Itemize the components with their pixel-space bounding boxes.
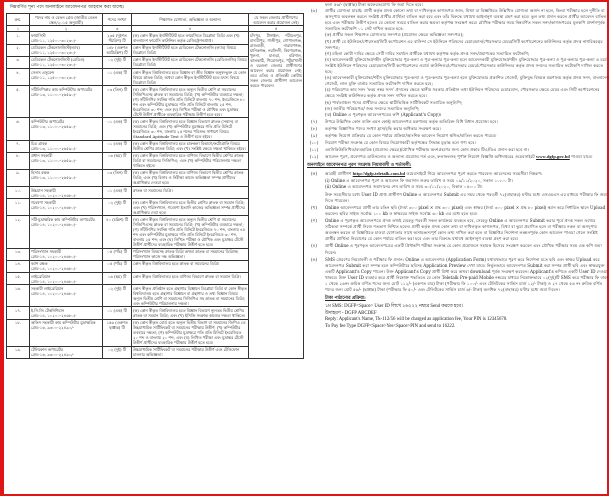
post-grade: গ্রেড-১৬, ৯৩০০-২২৪৯০/- (31, 325, 74, 331)
row-qualification: (ক) কোন স্বীকৃত বিশ্ববিদ্যালয় হতে অন্যূন দ্বিতীয় শ্রেণি বা সমমানের সিজিপিএসহ স্নাতক বা সমমানের ডিগ্রি; (খ) কম্পিউটার ব্যবহারে দক্ষতা; (গ) সাঁটলিপির সর্বনিম্ন গতি প্রতি মিনিটে বাংলায় ৭০ শব্দ, ইংরেজিতে ৮০ শব্দ এবং কম্পিউটার মুদ্রাক্ষরে গতি প্রতি মিনিটে বাংলায় ২৫ শব্দ, ইংরেজিতে ৩০ শব্দ; এবং (ঘ) লিখিত পরীক্ষা ও মৌখিক এবং মুদ্রাক্ষর টেস্টে উত্তীর্ণ প্রার্থীকে ব্যবহারিক পরীক্ষায় উত্তীর্ণ হতে হবে। (132, 86, 249, 118)
left-column (6, 2, 304, 359)
notice-point (307, 147, 609, 153)
row-post (30, 248, 103, 260)
row-serial: ১১. (7, 199, 30, 216)
row-qualification: কোন স্বীকৃত ইনস্টিটিউট হতে মেডিকেল টেকনোলজি (ল্যাব) বিষয়ে ডিপ্লোমা ডিগ্রি। (132, 44, 249, 56)
post-name: উচ্চমান সহকারী (31, 187, 56, 193)
intro-text: নিম্নবর্ণিত শূন্য পদে অনলাইনে আবেদনপত্র আহবান করা যাচ্ছে। (10, 5, 125, 10)
point-key: (৯) (311, 132, 317, 138)
col-num: ৩ (103, 26, 132, 32)
point-text: আগ্রহী প্রার্থীগণ (325, 171, 352, 177)
table-header-row (7, 14, 304, 26)
post-grade: গ্রেড-১৩, ১১০০০-২৬৫৯০/- (31, 175, 77, 181)
post-grade: গ্রেড-১৪, ১০২০০-২৪৬৮০/- (31, 266, 77, 272)
point-text: আবেদন পূরণ, প্রবেশপত্র ডাউনলোড ও অন্যান্য প্রযোজ্য শর্ত এবং, ফলাফলসহ পূর্ণাঙ্গ নিয়োগ বিজ্ঞপ্তি অধিদপ্তরের ওয়েবসাইটে (325, 154, 535, 160)
row-count: ০২ (দুই) টি (103, 56, 132, 68)
point-key: (৭) (311, 118, 317, 124)
point-subitem: (ছ) পার্বত্যাঞ্চল পদের প্রার্থীদের ক্ষেত্রে স্থায়ীভিত্তিক সার্টিফিকেট সত্যায়িত অনুলিপি; (325, 99, 463, 105)
row-serial: ১৫. (7, 273, 30, 285)
post-grade: গ্রেড-১৪, ১০২০০-২৪৬৮০/- (31, 222, 77, 228)
post-name: ফার্মাসিস্ট (31, 32, 46, 38)
notice-point (307, 218, 609, 242)
point-key: (১০) (309, 140, 319, 146)
row-count: ০৬ (ছয়) টি (103, 273, 132, 285)
point-subitem: (খ) প্রার্থী যে ইউনিয়ন/পৌরসভা/সিটি কর্পোরেশন এর বাসিন্দা সে ইউনিয়ন পরিষদের চেয়ারম্যান/পৌরসভার মেয়র/সিটি কর্পোরেশনের কাউন্সিলর কর্তৃক প্রদত্ত নাগরিকত্বের সনদপত্র; (325, 38, 603, 50)
row-count: ০৬ (ছয়) টি (103, 152, 132, 169)
row-count: ০২ (দুই) টি (103, 199, 132, 216)
post-grade: গ্রেড-১১, ১২৫০০-৩০২৩০/- (31, 50, 77, 56)
notice-point (307, 126, 609, 132)
point-text: নিয়োগ পরীক্ষা সংক্রান্ত যে কোন বিষয়ে নিয়োগকারী কর্তৃপক্ষের সিদ্ধান্ত চূড়ান্ত বলে গণ্য হবে। (325, 140, 476, 146)
row-qualification: কোন স্বীকৃত প্রতিষ্ঠান হতে গ্রন্থাগার বিজ্ঞানে ডিপ্লোমা ডিগ্রি বা কোন স্বীকৃত বিশ্ববিদ্যালয় হতে গ্রন্থাগার বিজ্ঞানে বা গ্রন্থাগার ও তথ্য বিজ্ঞান বিষয়ে অন্যূন দ্বিতীয় শ্রেণি বা সমমানের সিজিপিএ সহ স্নাতক বা সমমানের ডিগ্রি; এবং কম্পিউটার পরিচালনায় দক্ষতা। (133, 285, 247, 306)
point-key: (খ) (310, 204, 318, 210)
point-key: (৮) (311, 125, 317, 131)
row-serial: ৭. (7, 140, 30, 152)
col-num: ১ (7, 26, 30, 32)
row-qualification: (ক) কোন স্বীকৃত বিশ্ববিদ্যালয় হতে বিজ্ঞান বিভাগে ন্যূনতম দ্বিতীয় শ্রেণির স্নাতক বা সমমান ডিগ্রি; এবং (খ) ইসিজি সংক্রান্ত কাজের দক্ষতা থাকিতে। (132, 307, 249, 319)
post-name: সেলস এসুরেন্স (31, 69, 55, 75)
row-post (30, 86, 103, 118)
post-name: অফিস সহকারী কাম কম্পিউটার মুদ্রাক্ষরিক (31, 320, 96, 326)
row-qualification: উচ্চমাধ্যমিক সার্টিফিকেট বা সমমানের পরীক্ষায় উত্তীর্ণ এবং টেলিফোন চালনার অভিজ্ঞতা। (132, 346, 249, 358)
website-link[interactable]: www.dgfp.gov.bd (535, 154, 570, 160)
row-serial: ২. (7, 44, 30, 56)
row-qualification: স্নাতক বা সমমানের ডিগ্রি। (132, 187, 249, 199)
post-grade: গ্রেড-১১, ১২৫০০-৩০২৩০/- (31, 74, 77, 80)
post-grade: গ্রেড-১৪, ১০২০০-২৪৬৮০/- (31, 278, 77, 284)
row-qualification: (ক) কোন স্বীকৃত ইনস্টিটিউট হতে ফার্মেসিতে ডিপ্লোমা ডিগ্রি এবং (খ) বাংলাদেশ ফার্মেসি কাউন্সিল কর্তৃক রেজিস্ট্রেশনপ্রাপ্ত। (132, 32, 249, 44)
row-qualification: (ক) কোন স্বীকৃত বিশ্ববিদ্যালয় হতে দ্বিতীয় শ্রেণির স্নাতক বা সমমান ডিগ্রি; এবং (খ) পরিসংখ্যান, গবেষণা ইত্যাদি কাজের অভিজ্ঞতা সম্পন্ন প্রার্থীদের অগ্রাধিকার দেয়া হবে। (132, 199, 249, 216)
row-qualification: (ক) কোন স্বীকৃত বোর্ড হতে অন্যূন দ্বিতীয় বিভাগ বা সমমানের জিপিএ তে উচ্চমাধ্যমিক সার্টিফিকেট বা সমমানের পরীক্ষায় উত্তীর্ণ; (খ) কম্পিউটার ব্যবহারে দক্ষতা; (গ) কম্পিউটার মুদ্রাক্ষরে গতি প্রতি মিনিটে ইংরেজিতে ২০ শব্দ ও বাংলায় ২০ শব্দ; এবং (ঘ) লিখিত পরীক্ষা এবং মুদ্রাক্ষর টেস্টে উত্তীর্ণ প্রার্থীদের ব্যবহারিক পরীক্ষায় উত্তীর্ণ হতে হবে। (132, 319, 249, 346)
row-serial: ১৮. (7, 319, 30, 346)
post-name: মেডিকেল টেকনোলজিস্ট (রেডিও) (31, 57, 85, 63)
row-count: ০২ (দুই) টি (103, 285, 132, 307)
col-num: ২ (30, 26, 103, 32)
row-post (30, 169, 103, 186)
header-qualification: শিক্ষাগত যোগ্যতা, অভিজ্ঞতা ও অন্যান্য (132, 14, 249, 26)
row-serial: ৬. (7, 118, 30, 140)
point-text: Online আবেদনপত্রে প্রার্থী তার রঙিন ছবি (দৈর্ঘ্য ৩০০ pixel × প্রস্থ ৩০০ pixel) এবং স্বাক্ষর (দৈর্ঘ্য ৩০০ pixel × প্রস্থ ৮০ pixel) স্ক্যান করে নির্ধারিত স্থানে Upload করবেন। ছবির সাইজ সর্বোচ্চ ১০০ kb ও স্বাক্ষরের সাইজ সর্বোচ্চ ৬০ kb এর মধ্যে হতে হবে। (325, 204, 606, 216)
point-subitem: (ঝ) Online এ পূরণকৃত আবেদনপত্রের কপি (Applicant's Copy)। (325, 111, 442, 117)
point-key: (ক) (310, 171, 318, 177)
header-count: পদের সংখ্যা (103, 14, 132, 26)
sms-line: Reply: Applicant's Name, Tk-112/56 will be charged as application fee, Your PIN is 12345678. (325, 317, 508, 323)
row-qualification: কোন স্বীকৃত ইনস্টিটিউট হতে মেডিকেল টেকনোলজি (রেডিওলজি) বিষয়ে ডিপ্লোমা ডিগ্রি। (133, 57, 247, 68)
row-count: ০৩ (তিন) টি (103, 86, 132, 118)
point-text: Online এ পূরণকৃত আবেদনপত্রে প্রদত্ত তথ্যই যেহেতু পরবর্তী সকল কার্যক্রমে ব্যবহৃত হবে, সেহেতু Online এ আবেদনপত্র Submit করার পূর্বে প্রদত্ত সকল তথ্যের সঠিকতা সম্পর্কে প্রার্থী নিজে শতভাগ নিশ্চিত হবেন। প্রার্থী কর্তৃক প্রদত্ত কোন তথ্য বা দাখিলকৃত কাগজপত্র, মিথ্যা বা ভুয়া প্রমাণিত হলে বা পরীক্ষায় নকল বা অসদুপায় অবলম্বন করলে বা বিজ্ঞপ্তিতে চাওয়া যোগ্যতার সাথে অসামঞ্জস্যপূর্ণ কোন তথ্য দাখিল করা হলে বা বিজ্ঞপ্তির নির্দেশনা লঙ্ঘনপূর্বক কোন আবেদন পাওয়া গেলে সংশ্লিষ্ট প্রার্থীর প্রার্থিতা নিয়োগের যে কোন পর্যায়ে বাতিল করা হবে এবং তার বিরুদ্ধে যথাযথ আইনানুগ ব্যবস্থা গ্রহণ করা হবে। (325, 218, 598, 242)
point-subitem: (গ) মহিলা কোটা দাবির ক্ষেত্রে সেটি দাবির সমর্থনে প্রার্থীকে যথাযথ কর্তৃপক্ষ কর্তৃক প্রদত্ত সনদ/প্রমাণকের সত্যায়িত ফটোকপি; (325, 50, 530, 56)
excluded-districts: চাঁদপুর, টাঙ্গাইল, শরীয়তপুর, মাদারীপুর, গাজীপুর, গোপালগঞ্জ, রাজবাড়ী, নারায়ণগঞ্জ, মানিকগঞ্জ, নরসিংদী, কিশোরগঞ্জ, খুলনা, মাগুরা, বরিশাল, ঝালকাঠি, পিরোজপুর, পটুয়াখালী ও বরগুনা জেলার প্রার্থীগণের আবেদন করার প্রয়োজন নেই; তবে এতিম ও প্রতিবন্ধী কোটায় সকল জেলার প্রার্থীগণ আবেদন করতে পারবেন। (249, 32, 304, 359)
post-name: প্রধান সহকারী (31, 153, 53, 159)
notice-point (307, 119, 609, 125)
notice-point (307, 140, 609, 146)
point-subitem: (ক) প্রার্থীর সকল শিক্ষাগত যোগ্যতার সনদপত্র (প্রযোজ্য ক্ষেত্রে অভিজ্ঞতা সনদপত্র); (325, 32, 464, 38)
row-post (30, 44, 103, 56)
point-text: প্রার্থী Online এ পূরণকৃত আবেদনপত্রের একটি প্রিন্টকপি পরীক্ষা সংক্রান্ত যে কোন প্রয়োজনে সহায়ক হিসেবে সংরক্ষণ করবেন এবং মৌখিক পরীক্ষার সময় এক কপি জমা দিবেন। (325, 243, 602, 255)
website-link[interactable]: http://dgfp.teletalk.com.bd (352, 171, 406, 177)
post-name: কম্পিউটার অপারেটর (31, 118, 65, 124)
post-grade: গ্রেড-১৩, ১১০০০-২৬৫৯০/- (31, 158, 77, 164)
row-count: ২৩৫ (দুইশত পঁয়ত্রিশ) টি (103, 32, 132, 44)
row-serial: ৩. (7, 56, 30, 68)
row-qualification: কোন স্বীকৃত বিশ্ববিদ্যালয় হতে স্নাতক বা সমমানের ডিগ্রি। (132, 260, 249, 272)
right-column (307, 2, 609, 330)
row-post (30, 319, 103, 346)
post-grade: গ্রেড-১৪, ১০২০০-২৪৬৮০/- (31, 192, 77, 198)
row-serial: ৫. (7, 86, 30, 118)
point-key: (১১) (309, 147, 319, 153)
row-post (30, 118, 103, 140)
row-count: ০৫ (পাঁচ) টি (103, 248, 132, 260)
point-key: (৬) (311, 8, 317, 14)
point-subitem: (চ) পরিচয়পত্র কাম সনদ 'ফরম নম্বর সনদ' প্রদানের ক্ষেত্রে স্থানীয় সরকার প্রতিষ্ঠান তথা ইউনিয়ন পরিষদের চেয়ারম্যান, পৌরসভার ক্ষেত্রে মেয়র এবং সিটি কর্পোরেশনের ক্ষেত্রে সংশ্লিষ্ট কাউন্সিলর কর্তৃক প্রদত্ত সনদ দাখিল করতে হবে। (325, 87, 600, 99)
post-grade: গ্রেড-১৪, ১০২০০-২৪৬৮০/- (31, 290, 77, 296)
row-post (30, 216, 103, 248)
point-subitem: (ii) Online এ আবেদনপত্র জমাদানের শেষ তারিখ ও সময় ৩০/১১/২০২০, বিকাল ০৫:০০ টা। (325, 183, 483, 189)
header-serial: ক্রম. (7, 14, 30, 26)
point-text: উক্ত সময়সীমার মধ্যে User ID প্রাপ্ত প্রার্থীগণ Online এ আবেদনপত্র Submit এর সময় থেকে পরবর্তী ৭২(বাহাত্তর) ঘণ্টার মধ্যে এসএমএস এর মাধ্যমে পরীক্ষার ফি জমা দিতে পারবেন। (325, 191, 608, 203)
point-text: উপরে উল্লিখিত কোন ব্যক্তি এমন কোন্ট্র আবেদনপত্র মন্ত্রণালয় কর্তৃক অতিরিক্ত বিধি বিধান প্রযোজ্য হবে। (325, 118, 498, 124)
row-serial: ১৭. (7, 307, 30, 319)
post-name: সাঁটলিপিকার কাম কম্পিউটার অপারেটর (31, 86, 93, 92)
point-key: (ঘ) (311, 243, 317, 249)
row-qualification: (ক) কোন স্বীকৃত বিশ্ববিদ্যালয় হতে বাণিজ্য বিভাগে দ্বিতীয় শ্রেণির স্নাতক ডিগ্রি; এবং (খ) হিসাব ও নিরীক্ষা কাজে অভিজ্ঞতা সম্পন্ন প্রার্থীদের অগ্রাধিকার দেওয়া হবে। (132, 169, 249, 186)
row-count: ০১ (এক) টি (103, 307, 132, 319)
row-count: ৪০ (চল্লিশ) টি (103, 216, 132, 248)
row-serial: ১৯. (7, 346, 30, 358)
row-count: ১৫৬ (একশত ছাপ্পান্ন) টি (103, 319, 132, 346)
post-name: পরিসংখ্যান সহকারী (31, 249, 62, 255)
post-name: চিত্র গ্রাহক (31, 141, 48, 147)
row-post (30, 199, 103, 216)
table-row (7, 32, 304, 44)
row-count: ০১ (এক) টি (103, 140, 132, 152)
row-count: ০৩ (তিন) টি (103, 169, 132, 186)
point-key: (১২) (309, 154, 319, 160)
point-subitem: (ঙ) আবেদনকারী মুক্তিযোদ্ধা/শহীদ মুক্তিযোদ্ধার পুত্র-কন্যা ও পুত্র-কন্যার পুত্র-কন্যা হলে মুক্তিযোদ্ধার প্রকাশিত গেজেট, মুক্তিযুদ্ধ বিষয়ক মন্ত্রণালয় কর্তৃক প্রদত্ত সনদ, বাংলাদেশ গেজেট, লাল মুক্তি বার্তার সত্যায়িত ফটোকপি দাখিল করতে হবে; (325, 75, 609, 87)
row-post (30, 56, 103, 68)
point-subitem: (i) Online এ আবেদনপত্র পূরণ ও আবেদন ফি জমাদান শুরুর তারিখ ও সময় ০৯/১১/২০২০, সকাল ১০:০০ টা। (325, 177, 514, 183)
point-subitem: (জ) জাতীয় পরিচয়পত্র/ জন্ম সনদের সত্যায়িত অনুলিপি; (325, 105, 420, 111)
row-qualification: (ক) কোন স্বীকৃত বিশ্ববিদ্যালয় হতে বাণিজ্য বিভাগে দ্বিতীয় শ্রেণির স্নাতক ডিগ্রি বা সমমানের সিজিপিএ; এবং (খ) কম্পিউটার পরিচালনায় দক্ষতা থাকিতে হইবে। (132, 152, 249, 169)
row-count: ১৪৮ (একশত আটচল্লিশ) টি (103, 44, 132, 56)
notice-point (307, 8, 609, 118)
row-post (30, 260, 103, 272)
row-post (30, 68, 103, 85)
notice-point (307, 133, 609, 139)
post-grade: গ্রেড-১১, ১২৫০০-৩০২৩০/- (31, 37, 77, 43)
row-serial: ১২. (7, 216, 30, 248)
post-grade: গ্রেড-১৪, ১০২০০-২৪৬৮০/- (31, 254, 77, 260)
row-post (30, 187, 103, 199)
row-post (30, 140, 103, 152)
online-heading: অনলাইনে আবেদনপত্র পূরণ সংক্রান্ত নিয়মাবলী ও শর্তাবলী: (307, 163, 412, 169)
post-name: লাইব্রেরিয়ান (31, 273, 51, 279)
notice-point (307, 154, 609, 160)
post-grade: গ্রেড-১৪, ১০২০০-২৪৬৮০/- (31, 204, 77, 210)
post-grade: গ্রেড-১৪, ১০২০০-২৪৬৮০/- (31, 312, 77, 318)
point-text: কর্তৃপক্ষ বিজ্ঞাপিত পদের সংখ্যা হ্রাস/বৃদ্ধি করার অধিকার সংরক্ষণ করে। (325, 125, 441, 131)
sms-line: ১ম SMS: DGFP<Space> User ID লিখে ১৬২২২ নম্বরে Send করতে হবে। (325, 304, 463, 310)
post-name: সহকারী লাইব্রেরিয়ান (31, 285, 64, 291)
post-name: ই.সি.জি টেকনিশিয়ান (31, 307, 65, 313)
point-text: প্রার্থীর যোগ্যতা যাচাই: প্রার্থী কর্তৃক প্রদত্ত কোনো তথ্য বা দাখিলকৃত কাগজপত্র জাল, মিথ্যা বা বিজ্ঞপ্তিতে উল্লিখিত যোগ্যতা অর্জন না হলে, কিংবা পরীক্ষার হলে দুর্নীতি বা অসদুপায় অবলম্বন করলে সংশ্লিষ্ট প্রার্থীর প্রার্থিতা বাতিল করা হবে এবং তাঁর বিরুদ্ধে যথাযথ আইনানুগ ব্যবস্থা গ্রহণ করা হবে। ভুল তথ্য প্রদান করলে প্রার্থীর আবেদন বাতিল হবে এবং পরীক্ষায় উত্তীর্ণ হলেও যে কোনো সময়ে বাতিল করার ক্ষমতা কর্তৃপক্ষ সংরক্ষণ করে। মৌখিক পরীক্ষার সময় নিম্নবর্ণিত সকল সনদ/কাগজপত্রের মূলকপি প্রদর্শনপূর্বক সত্যায়িত ফটোকপি ০১ সেট দাখিল করতে হবে: (325, 8, 607, 32)
sms-line: To Pay fee Type DGFP<Space>Yes<Space>PIN and send to 16222. (325, 323, 456, 329)
post-grade: গ্রেড-১৩, ১১০০০-২৬৫৯০/- (31, 146, 77, 152)
row-qualification: (ক) কোন স্বীকৃত বিশ্ববিদ্যালয় হতে বিজ্ঞান বিভাগে স্নাতক (সম্মান) বা সমমানের ডিগ্রি; এবং (খ) কম্পিউটার মুদ্রাক্ষরে গতি প্রতি মিনিটে ইংরেজিতে ৩০ শব্দ, বাংলায় ২৫ শব্দের পরিশুদ্ধ সাধারণ বিষয়ে Standard Aptitude Test এ উত্তীর্ণ হতে হইবে। (132, 118, 249, 140)
header-districts: যে সকল জেলার প্রার্থীগণের আবেদন করার প্রয়োজন নেই। (249, 14, 304, 26)
row-serial: ১৬. (7, 285, 30, 307)
post-name: মেডিকেল টেকনোলজিস্ট(ল্যাব) (31, 45, 80, 51)
row-count: ০৫ (পাঁচ) টি (103, 260, 132, 272)
notice-point (307, 205, 609, 217)
post-grade: গ্রেড-১১, ১২৫০০-৩০২৩০/- (31, 62, 77, 68)
point-text: SMS প্রেরণের নিয়মাবলী ও পরীক্ষার ফি প্রদান: Online এ আবেদনপত্র (Application Form) যথাযথভাবে পূরণ করে নির্দেশনা মতে ছবি এবং স্বাক্ষর Upload করে আবেদনপত্র Submit করা সম্পন্ন হলে কম্পিউটারে ছবিসহ Application Preview দেখা যাবে। নির্ভুলভাবে আবেদনপত্র Submit করা সম্পন্ন প্রার্থী ছবি এবং স্বাক্ষরযুক্ত একটি Applicant's Copy পাবেন। উক্ত Applicant's Copy প্রার্থী প্রিন্ট করে অথবা download পূর্বক সংরক্ষণ করবেন। Applicant's কপিতে একটি User ID দেওয়া থাকবে। উক্ত User ID ব্যবহার করে প্রার্থী নিম্নোক্ত পদ্ধতিতে যে কোন Teletalk Pre-paid Mobile নম্বরের মাধ্যমে নিম্নোক্তভাবে ০২(দুই)টি SMS করে পরীক্ষার ফি বাবদ ১ থেকে ২৬নং ক্রমিক বর্ণিত পদের জন্য মোট ১১২/- (একশত বার) টাকা (পরীক্ষার ফি ১০০/- এবং টেলিটকের সার্ভিস চার্জ ১২/- টাকা) ও ২৭ থেকে ৫৬ নং ক্রমিক বর্ণিত পদের জন্য মোট ৫৬/- (ছাপ্পান্ন) টাকা (পরীক্ষার ফি ৫০/- এবং টেলিটকের সার্ভিস চার্জ ৬/- টাকা) অনধিক ৭২(বাহাত্তর) ঘণ্টার মধ্যে জমা দিবেন। (325, 256, 609, 293)
sms-heading: টাকা পাঠানোর প্রক্রিয়া: (325, 296, 366, 302)
post-name: হিসাব রক্ষক (31, 170, 50, 176)
row-qualification: কোন স্বীকৃত বিশ্ববিদ্যালয় হতে বিজ্ঞান বা জীব বিজ্ঞান অনুষদভুক্ত যে কোন বিষয়ে স্নাতক ডিগ্রি; অথবা কোন স্বীকৃত ইনস্টিটিউট হতে মৎস্য বিষয়ে ডিপ্লোমা ডিগ্রি। (132, 68, 249, 85)
point-key: (গ) (310, 218, 317, 224)
row-qualification: পরিসংখ্যান বিষয়সহ স্নাতক ডিগ্রি অথবা স্নাতক বা সমমানের ডিগ্রিসহ পরিসংখ্যান কাজে দক্ষ অভিজ্ঞতা। (132, 248, 249, 260)
row-serial: ৪. (7, 68, 30, 85)
row-qualification: (ক) কোন স্বীকৃত বিশ্ববিদ্যালয় হতে চারুকলা বিভাগে/ফটোগ্রাফি বিষয়ে দ্বিতীয় শ্রেণির স্নাতক ডিগ্রি; এবং (খ) সংশ্লিষ্ট ক্ষেত্রে দক্ষতা থাকিতে হইবে। (132, 140, 249, 152)
row-count: ০১ (এক) টি (103, 68, 132, 85)
point-text: এমসিকিউ/লিখিত/ব্যবহারিক (প্রযোজ্য ক্ষেত্রে)/মৌখিক পরীক্ষায় অংশগ্রহণের জন্য কোন প্রকার টিএ/ডিএ প্রদান করা হবে না। (325, 147, 529, 153)
post-grade: গ্রেড-১৩, ১১০০০-২৬৫৯০/- (31, 123, 77, 129)
row-post (30, 273, 103, 285)
point-text: ওয়েবসাইটে গিয়ে আবেদনপত্র পূরণ করতে পারবেন। আবেদনের সময়সীমা নিম্নরূপ: (406, 171, 543, 177)
post-grade: গ্রেড-১৬, ৯৩০০-২২৪৯০/- (31, 352, 74, 358)
row-qualification: (ক) কোন স্বীকৃত বিশ্ববিদ্যালয় হতে অন্যূন দ্বিতীয় শ্রেণি বা সমমানের সিজিপিএসহ স্নাতক বা সমমানের ডিগ্রি; (খ) কম্পিউটার ব্যবহারে দক্ষতা; (গ) সাঁটলিপির সর্বনিম্ন গতি প্রতি মিনিটে ইংরেজিতে ৭০ শব্দ, বাংলায় ৪৫ শব্দ এবং কম্পিউটার মুদ্রাক্ষরে গতি প্রতি মিনিটে ইংরেজিতে ৩০ শব্দ, বাংলায় ২৫ শব্দ; এবং (ঘ) লিখিত পরীক্ষা ও মৌখিক এবং মুদ্রাক্ষর টেস্টে উত্তীর্ণ প্রার্থীদের ব্যবহারিক পরীক্ষায় উত্তীর্ণ হতে হবে। (132, 216, 249, 248)
row-post (30, 152, 103, 169)
posts-table (6, 13, 304, 359)
col-num: ৫ (249, 26, 304, 32)
notice-point (307, 171, 609, 203)
point-text: কর্তৃপক্ষ নিয়োগ প্রক্রিয়ার যে কোন পর্যায়ে প্রক্রিয়া/আংশিক আবেদন নিয়োগ স্থগিত/বাতিল করতে পারবে। (325, 132, 497, 138)
row-post (30, 307, 103, 319)
point-key: (ঙ) (310, 256, 318, 262)
row-serial: ৮. (7, 152, 30, 169)
post-name: সাঁট-মুদ্রাক্ষরিক কাম কম্পিউটার অপারেটর (31, 217, 95, 223)
row-serial: ৯. (7, 169, 30, 186)
point-subitem: (ঘ) আবেদনকারী মুক্তিযোদ্ধা/শহীদ মুক্তিযোদ্ধার পুত্র-কন্যা ও পুত্র-কন্যার পুত্র-কন্যা হলে আবেদনকারী মুক্তিযোদ্ধা/শহীদ মুক্তিযোদ্ধার পুত্র-কন্যা ও পুত্র-কন্যার পুত্র-কন্যা এ মর্মে সংশ্লিষ্ট ইউনিয়ন পরিষদের চেয়ারম্যান/সিটি কর্পোরেশনের ওয়ার্ড কাউন্সিলর/পৌরসভার মেয়র/পৌরসভার কাউন্সিলর কর্তৃক প্রদত্ত সনদের সত্যায়িত ফটোকপি দাখিল করতে হবে; (325, 56, 607, 75)
row-count: ০১ (এক) টি (103, 187, 132, 199)
row-count: ০১ (এক) টি (103, 118, 132, 140)
post-name: ক্যাশ রক্ষক (31, 261, 48, 267)
row-serial: ১৪. (7, 260, 30, 272)
row-count: ০২ (দুই) টি (103, 346, 132, 358)
post-name: টেলিফোন অপারেটর (31, 347, 63, 353)
point-text: পাওয়া যাবে। (571, 154, 593, 160)
header-post: পদের নাম ও বেতন গ্রেড (জাতীয় বেতন স্কেল/২০১৫ অনুযায়ী) (30, 14, 103, 26)
notice-point (307, 243, 609, 255)
row-qualification: কোন স্বীকৃত বিশ্ববিদ্যালয় হতে বাণিজ্য বিভাগে স্নাতক বা সমমান ডিগ্রি। (132, 273, 249, 285)
notice-point (307, 257, 609, 294)
right-top-line: ফলা ৫৬/- (ছাপ্পান্ন) টাকা অফেরতযোগ্য ফি জমা দিতে হবে। (325, 2, 423, 7)
post-name: গবেষণা সহকারী (31, 199, 56, 205)
row-serial: ১৩. (7, 248, 30, 260)
post-grade: গ্রেড-১৩, ১১০০০-২৬৫৯০/- (31, 91, 77, 97)
col-num: ৪ (132, 26, 249, 32)
row-post (30, 285, 103, 307)
row-serial: ১. (7, 32, 30, 44)
sms-line: উদাহরণ - DGFP ABCDEF (325, 310, 377, 316)
row-post (30, 346, 103, 358)
row-post (30, 32, 103, 44)
row-serial: ১০. (7, 187, 30, 199)
